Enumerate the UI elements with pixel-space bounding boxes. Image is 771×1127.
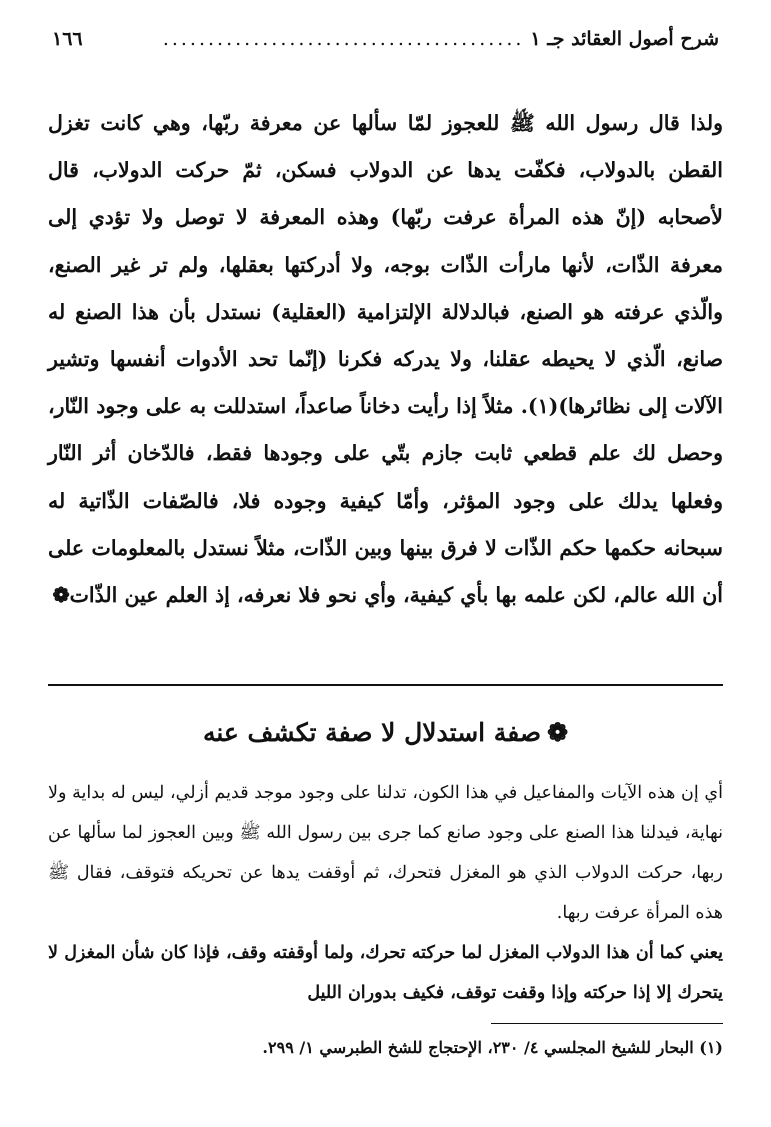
book-title: شرح أصول العقائد جـ ١ [530, 28, 719, 50]
section-body [48, 773, 723, 1013]
running-head [163, 28, 719, 50]
end-ornament-icon: ❁ [52, 583, 70, 608]
section-paragraph-2: يعني كما أن هذا الدولاب المغزل لما حركته تحرك، ولما أوقفته وقف، فإذا كان شأن المغزل لا يتحرك إلا إذا حركته وإذا وقفت توقف، فكيف بدوران الليل [48, 943, 723, 1003]
heading-ornament-icon: ❁ [547, 718, 569, 747]
section-heading-text: صفة استدلال لا صفة تكشف عنه [202, 718, 542, 747]
section-paragraph-1: أي إن هذه الآيات والمفاعيل في هذا الكون، تدلنا على وجود موجد قديم أزلي، ليس له بداية ولا نهاية، فيدلنا هذا الصنع على وجود صانع كما جرى بين رسول الله ﷺ وبين العجوز لما سألها عن ربها، حركت الدولاب الذي هو المغزل فتحرك، ثم أوقفت يدها عن تحريكه فتوقف، فقال ﷺ هذه المرأة عرفت ربها. [48, 783, 723, 923]
section-divider [48, 684, 723, 686]
page-number: ١٦٦ [52, 28, 83, 50]
main-paragraph [48, 100, 723, 619]
section-heading [48, 718, 723, 747]
main-text: ولذا قال رسول الله ﷺ للعجوز لمّا سألها عن معرفة ربّها، وهي كانت تغزل القطن بالدولاب، فكفّت يدها عن الدولاب فسكن، ثمّ حركت الدولاب، قال لأصحابه (إنّ هذه المرأة عرفت ربّها) وهذه المعرفة لا توصل ولا تؤدي إلى معرفة الذّات، لأنها مارأت الذّات بوجه، ولا أدركتها بعقلها، ولم تر غير الصنع، والّذي عرفته هو الصنع، فبالدلالة الإلتزامية (العقلية) نستدل بأن هذا الصنع له صانع، الّذي لا يحيطه عقلنا، ولا يدركه فكرنا (إنّما تحد الأدوات أنفسها وتشير الآلات إلى نظائرها)(١). مثلاً إذا رأيت دخاناً صاعداً، استدللت به على وجود النّار، وحصل لك علم قطعي ثابت جازم بتّي على وجودها فقط، فالدّخان أثر النّار وفعلها يدلك على وجود المؤثر، وأمّا كيفية وجوده فلا، فالصّفات الذّاتية له سبحانه حكمها حكم الذّات لا فرق بينها وبين الذّات، مثلاً نستدل بالمعلومات على أن الله عالم، لكن علمه بها بأي كيفية، وأي نحو فلا نعرفه، إذ العلم عين الذّات [48, 111, 723, 608]
footnote-separator [491, 1023, 723, 1024]
header-dot-leader: ........................................ [162, 28, 525, 50]
page-header [52, 28, 719, 50]
footnote: (١) البحار للشيخ المجلسي ٤/ ٢٣٠، الإحتجاج للشخ الطبرسي ١/ ٢٩٩. [262, 1038, 723, 1057]
